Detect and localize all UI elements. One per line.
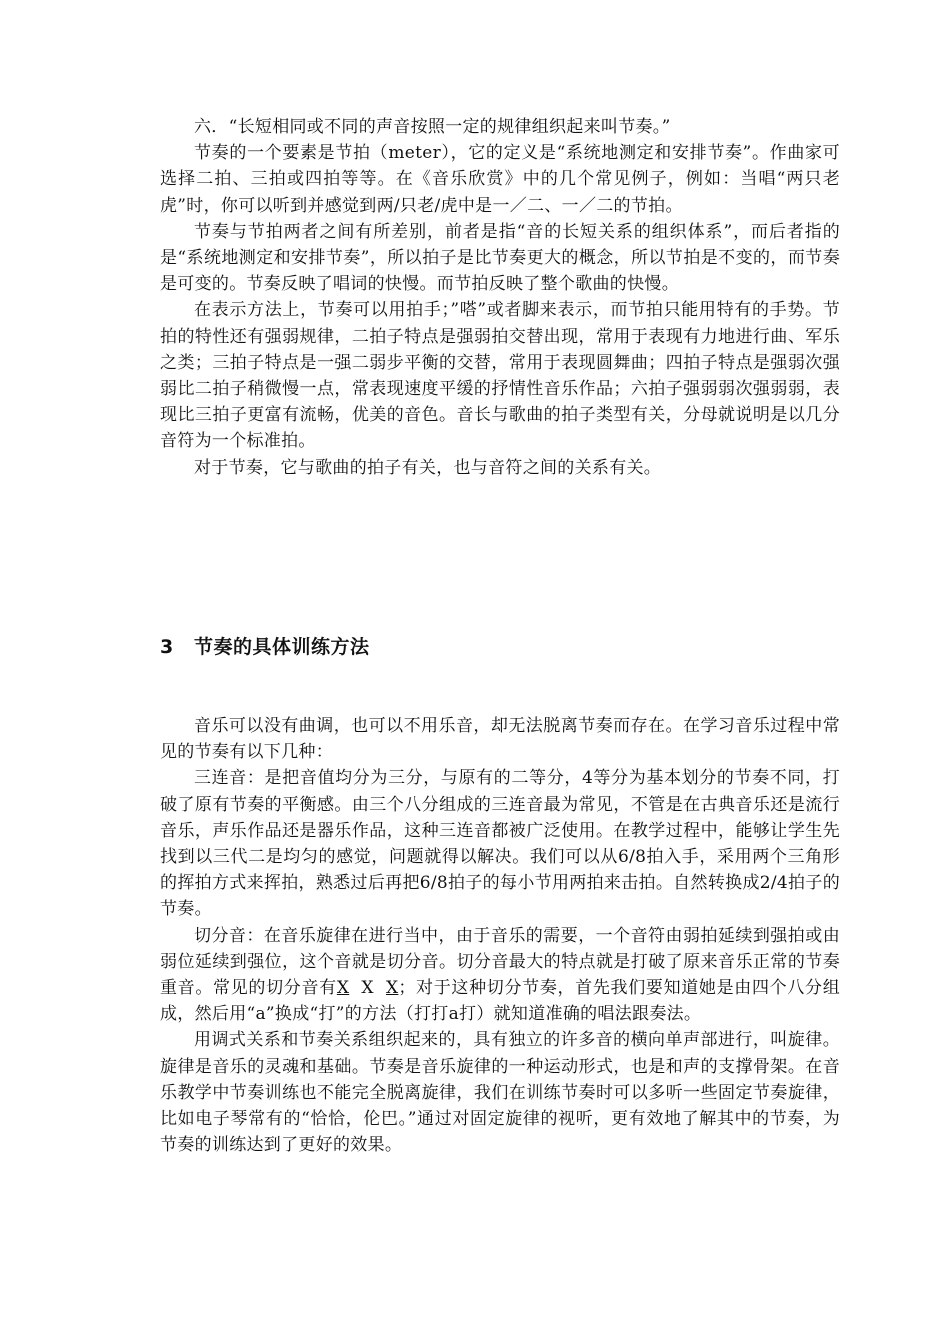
syncopation-text-before: 切分音：在音乐旋律在进行当中，由于音乐的需要，一个音符由弱拍延续到强拍或由弱位延续到强位，这个音就是切分音。切分音最大的特点就是打破了原来音乐正常的节奏重音。常见的切分音有 [160,925,840,999]
syncopation-note-2: X [361,978,374,999]
paragraph-syncopation [160,923,840,1028]
syncopation-text-after: ；对于这种切分节奏，首先我们要知道她是由四个八分组成，然后用“a”换成“打”的方法（打打a打）就知道准确的唱法跟奏法。 [160,978,840,1025]
section-number: 3 [160,636,174,658]
paragraph-meter: 节奏的一个要素是节拍（meter），它的定义是“系统地测定和安排节奏”。作曲家可选择二拍、三拍或四拍等等。在《音乐欣赏》中的几个常见例子，例如：当唱“两只老虎”时，你可以听到并感觉到两/只老/虎中是一／二、一／二的节拍。 [160,143,840,216]
section-heading [160,632,370,659]
paragraph-triplets: 三连音：是把音值均分为三分，与原有的二等分，4等分为基本划分的节奏不同，打破了原有节奏的平衡感。由三个八分组成的三连音最为常见，不管是在古典音乐还是流行音乐，声乐作品还是器乐作品，这种三连音都被广泛使用。在教学过程中，能够让学生先找到以三代二是均匀的感觉，问题就得以解决。我们可以从6/8拍入手，采用两个三角形的挥拍方式来挥拍，熟悉过后再把6/8拍子的每小节用两拍来击拍。自然转换成2/4拍子的节奏。 [160,768,840,920]
section-rhythm-definition [160,114,840,481]
syncopation-note-1: X [336,978,350,999]
paragraph-rhythm-definition: 六．“长短相同或不同的声音按照一定的规律组织起来叫节奏。” [194,117,671,137]
paragraph-rhythm-vs-meter: 节奏与节拍两者之间有所差别，前者是指“音的长短关系的组织体系”，而后者指的是“系统地测定和安排节奏”，所以拍子是比节奏更大的概念，所以节拍是不变的，而节奏是可变的。节奏反映了唱词的快慢。而节拍反映了整个歌曲的快慢。 [160,221,840,295]
section-training-methods [160,713,840,1158]
paragraph-rhythm-relation: 对于节奏，它与歌曲的拍子有关，也与音符之间的关系有关。 [194,457,662,478]
paragraph-notation-methods: 在表示方法上，节奏可以用拍手；”嗒”或者脚来表示，而节拍只能用特有的手势。节拍的特性还有强弱规律，二拍子特点是强弱拍交替出现，常用于表现有力地进行曲、军乐之类；三拍子特点是一强二弱步平衡的交替，常用于表现圆舞曲；四拍子特点是强弱次强弱比二拍子稍微慢一点，常表现速度平缓的抒情性音乐作品；六拍子强弱弱次强弱弱，表现比三拍子更富有流畅，优美的音色。音长与歌曲的拍子类型有关，分母就说明是以几分音符为一个标准拍。 [160,300,840,452]
section-title: 节奏的具体训练方法 [194,636,370,658]
paragraph-melody: 用调式关系和节奏关系组织起来的，具有独立的许多音的横向单声部进行，叫旋律。旋律是音乐的灵魂和基础。节奏是音乐旋律的一种运动形式，也是和声的支撑骨架。在音乐教学中节奏训练也不能完全脱离旋律，我们在训练节奏时可以多听一些固定节奏旋律，比如电子琴常有的“恰恰，伦巴。”通过对固定旋律的视听，更有效地了解其中的节奏，为节奏的训练达到了更好的效果。 [160,1030,840,1156]
syncopation-note-3: X [385,978,399,999]
paragraph-intro: 音乐可以没有曲调，也可以不用乐音，却无法脱离节奏而存在。在学习音乐过程中常见的节奏有以下几种： [160,716,840,763]
